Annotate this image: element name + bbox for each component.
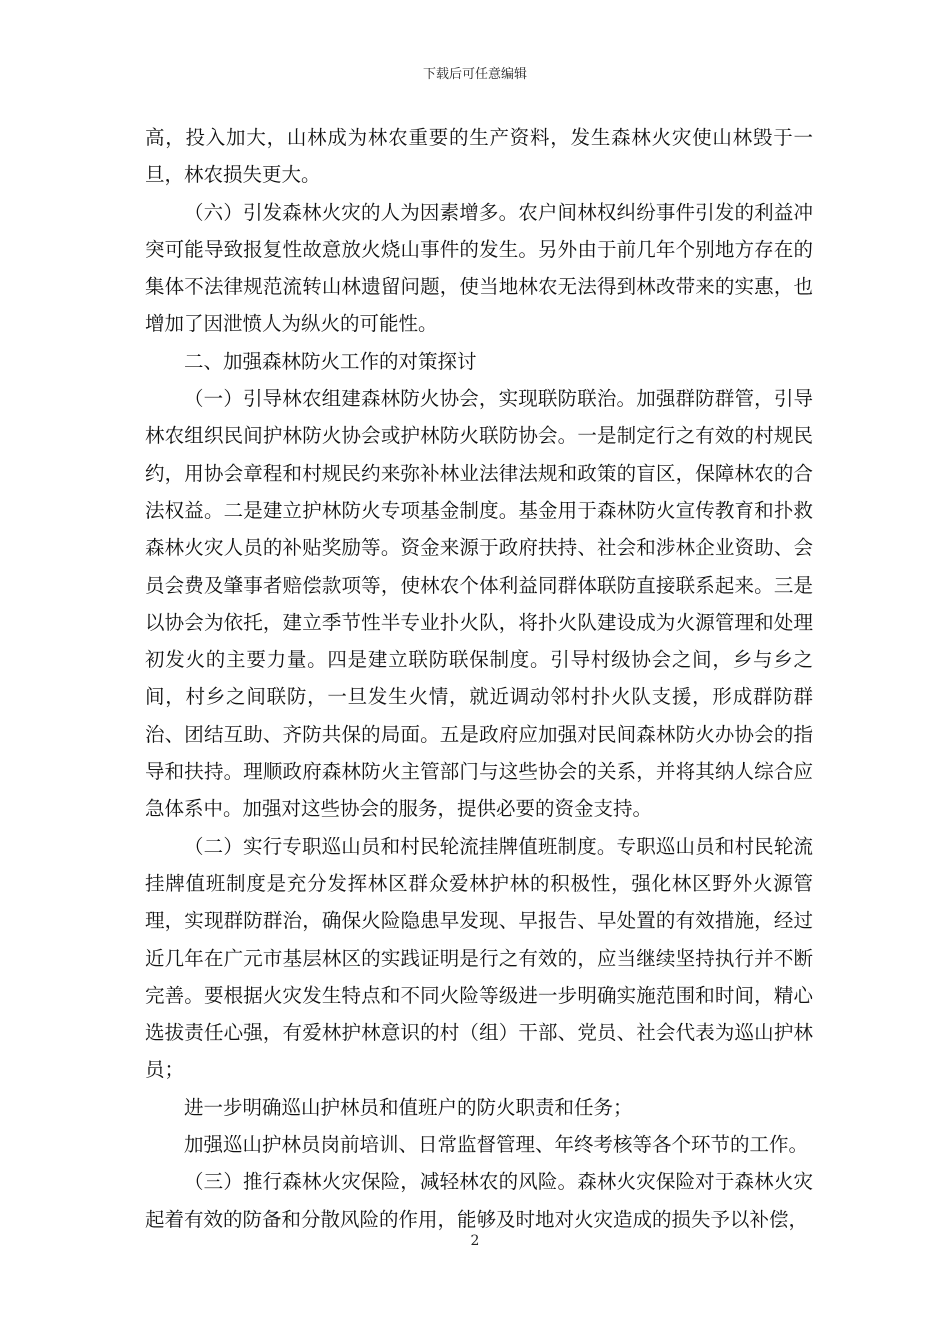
paragraph-continuation: 高，投入加大，山林成为林农重要的生产资料，发生森林火灾使山林毁于一旦，林农损失更大。: [145, 126, 813, 187]
section-heading: 二、加强森林防火工作的对策探讨: [184, 349, 477, 373]
page-header: 下载后可任意编辑: [422, 67, 527, 82]
page-number: 2: [470, 1233, 480, 1249]
paragraph-item-two-sub-b: 加强巡山护林员岗前培训、日常监督管理、年终考核等各个环节的工作。: [184, 1133, 809, 1157]
paragraph-item-two: （二）实行专职巡山员和村民轮流挂牌值班制度。专职巡山员和村民轮流挂牌值班制度是充分发挥林区群众爱林护林的积极性，强化林区野外火源管理，实现群防群治，确保火险隐患早发现、早报告、早处置的有效措施，经过近几年在广元市基层林区的实践证明是行之有效的，应当继续坚持执行并不断完善。要根据火灾发生特点和不同火险等级进一步明确实施范围和时间，精心选拔责任心强，有爱林护林意识的村（组）干部、党员、社会代表为巡山护林员；: [145, 834, 813, 1082]
paragraph-item-two-sub-a: 进一步明确巡山护林员和值班户的防火职责和任务；: [184, 1095, 633, 1119]
paragraph-item-one: （一）引导林农组建森林防火协会，实现联防联治。加强群防群管，引导林农组织民间护林防火协会或护林防火联防协会。一是制定行之有效的村规民约，用协会章程和村规民约来弥补林业法律法规和政策的盲区，保障林农的合法权益。二是建立护林防火专项基金制度。基金用于森林防火宣传教育和扑救森林火灾人员的补贴奖励等。资金来源于政府扶持、社会和涉林企业资助、会员会费及肇事者赔偿款项等，使林农个体利益同群体联防直接联系起来。三是以协会为依托，建立季节性半专业扑火队，将扑火队建设成为火源管理和处理初发火的主要力量。四是建立联防联保制度。引导村级协会之间，乡与乡之间，村乡之间联防，一旦发生火情，就近调动邻村扑火队支援，形成群防群治、团结互助、齐防共保的局面。五是政府应加强对民间森林防火办协会的指导和扶持。理顺政府森林防火主管部门与这些协会的关系，并将其纳人综合应急体系中。加强对这些协会的服务，提供必要的资金支持。: [145, 387, 813, 821]
paragraph-item-six: （六）引发森林火灾的人为因素增多。农户间林权纠纷事件引发的利益冲突可能导致报复性故意放火烧山事件的发生。另外由于前几年个别地方存在的集体不法律规范流转山林遗留问题，使当地林农无法得到林改带来的实惠，也增加了因泄愤人为纵火的可能性。: [145, 200, 813, 336]
paragraph-item-three: （三）推行森林火灾保险，减轻林农的风险。森林火灾保险对于森林火灾起着有效的防备和分散风险的作用，能够及时地对火灾造成的损失予以补偿，: [145, 1170, 813, 1231]
document-body: [145, 119, 813, 1238]
